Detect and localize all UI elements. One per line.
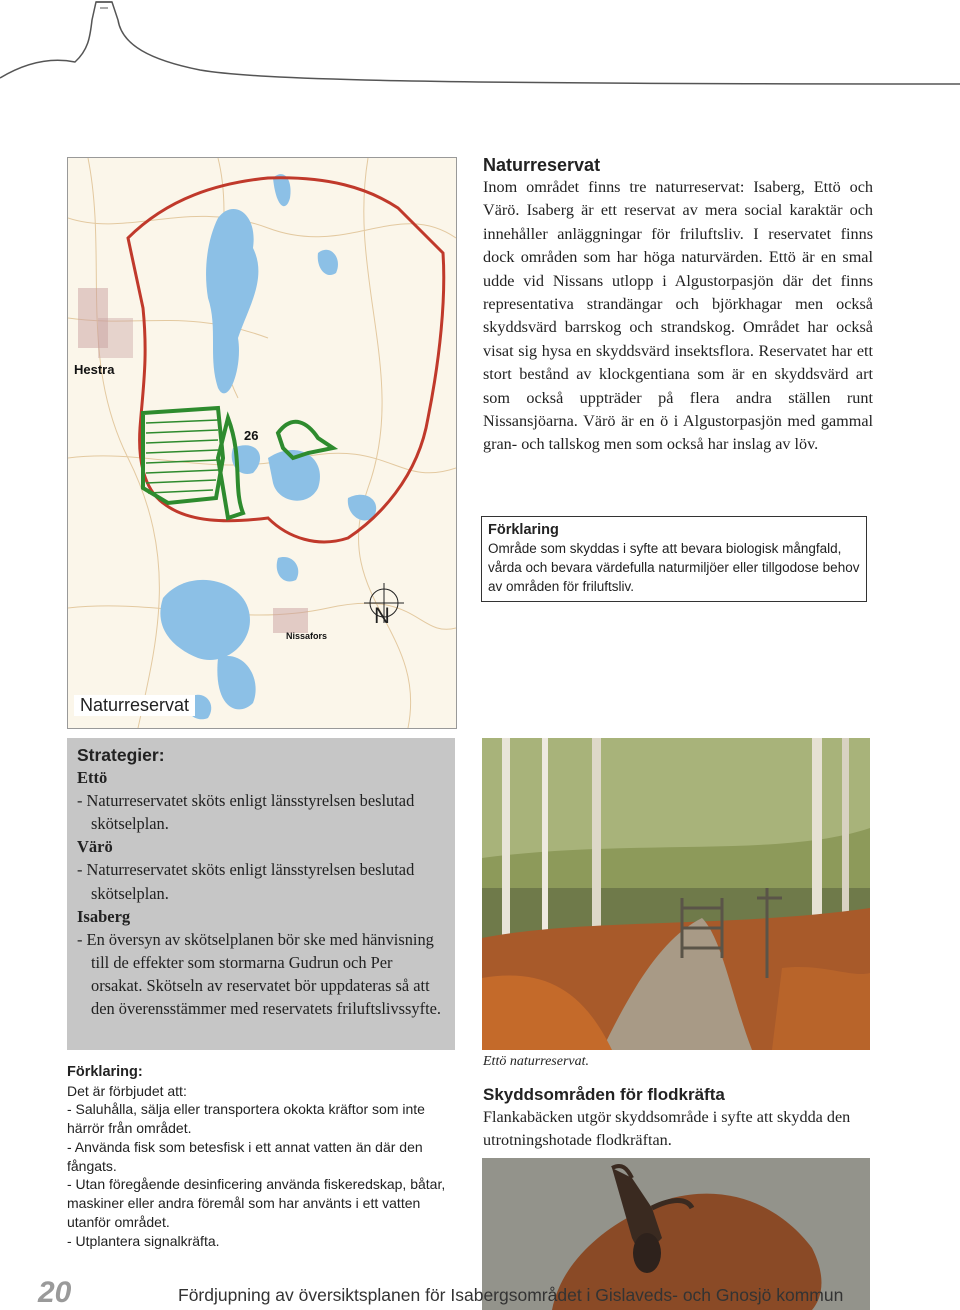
reserve-map <box>67 157 457 729</box>
map-label-nissafors: Nissafors <box>286 631 328 641</box>
rules-line: - Utplantera signalkräfta. <box>67 1232 220 1249</box>
rules-title: Förklaring: <box>67 1064 143 1080</box>
explanation-box <box>481 516 867 602</box>
page-number: 20 <box>38 1276 72 1309</box>
compass-north-label: N <box>374 603 390 628</box>
rules-line: - Saluhålla, sälja eller transportera okokta kräftor som inte härrör från området. <box>67 1101 425 1137</box>
rules-line: - Använda fisk som betesfisk i ett annat vatten än där den fångats. <box>67 1138 423 1174</box>
intro-body: Inom området finns tre naturreservat: Isaberg, Ettö och Värö. Isaberg är ett reservat av mera social karaktär och innehåller anläggningar för friluftsliv. I reservatet finns dock områden som har höga naturvärden. Ettö är en smal udde vid Nissans utlopp i Algustorpasjön där det finns representativa strandängar och björkhagar men också skyddsvärd barrskog och strandskog. Området har också visat sig hysa en skyddsvärd insektsflora. Reservatet har ett stort bestånd av klockgentiana som är en skyddsvärd art som också uppträder på flera andra ställen runt Nissansjöarna. Värö är en ö i Algustorpasjön med gammal gran- och tallskog men som också har inslag av löv. <box>483 178 873 454</box>
map-caption: Naturreservat <box>74 695 195 716</box>
strategy-item: - Naturreservatet sköts enligt länsstyrelsen beslutad skötselplan. <box>77 860 415 903</box>
explanation-body: Område som skyddas i syfte att bevara biologisk mångfald, vårda och bevara värdefulla naturmiljöer eller tillgodose behov av områden för friluftsliv. <box>488 541 860 594</box>
intro-title: Naturreservat <box>483 155 601 175</box>
strategies-box <box>67 738 455 1050</box>
rules-explanation <box>67 1063 452 1251</box>
footer-text: Fördjupning av översiktsplanen för Isabergsområdet i Gislaveds- och Gnosjö kommun <box>178 1285 844 1305</box>
map-label-route: 26 <box>244 428 259 443</box>
strategy-item: - En översyn av skötselplanen bör ske med hänvisning till de effekter som stormarna Gudrun och Per orsakat. Skötseln av reservatet bör uppdateras så att den överensstämmer med reservatets friluftslivssyfte. <box>77 929 442 1019</box>
header-logo <box>0 0 960 90</box>
rules-line: - Utan föregående desinficering använda fiskeredskap, båtar, maskiner eller andra föremål som har använts i ett vatten utanför området. <box>67 1176 446 1231</box>
strategy-name: Isaberg <box>77 906 131 926</box>
explanation-title: Förklaring <box>488 522 559 538</box>
crayfish-body: Flankabäcken utgör skyddsområde i syfte att skydda den utrotningshotade flodkräftan. <box>483 1108 851 1149</box>
strategy-name: Ettö <box>77 768 108 787</box>
strategy-name: Värö <box>77 837 113 857</box>
strategy-item: - Naturreservatet sköts enligt länsstyrelsen beslutad skötselplan. <box>77 791 415 834</box>
strategies-heading: Strategier: <box>77 745 165 765</box>
rules-line: Det är förbjudet att: <box>67 1082 187 1099</box>
crayfish-title: Skyddsområden för flodkräfta <box>483 1085 725 1104</box>
map-label-hestra: Hestra <box>74 362 115 377</box>
etto-photo <box>482 738 870 1050</box>
photo-caption: Ettö naturreservat. <box>483 1054 590 1069</box>
